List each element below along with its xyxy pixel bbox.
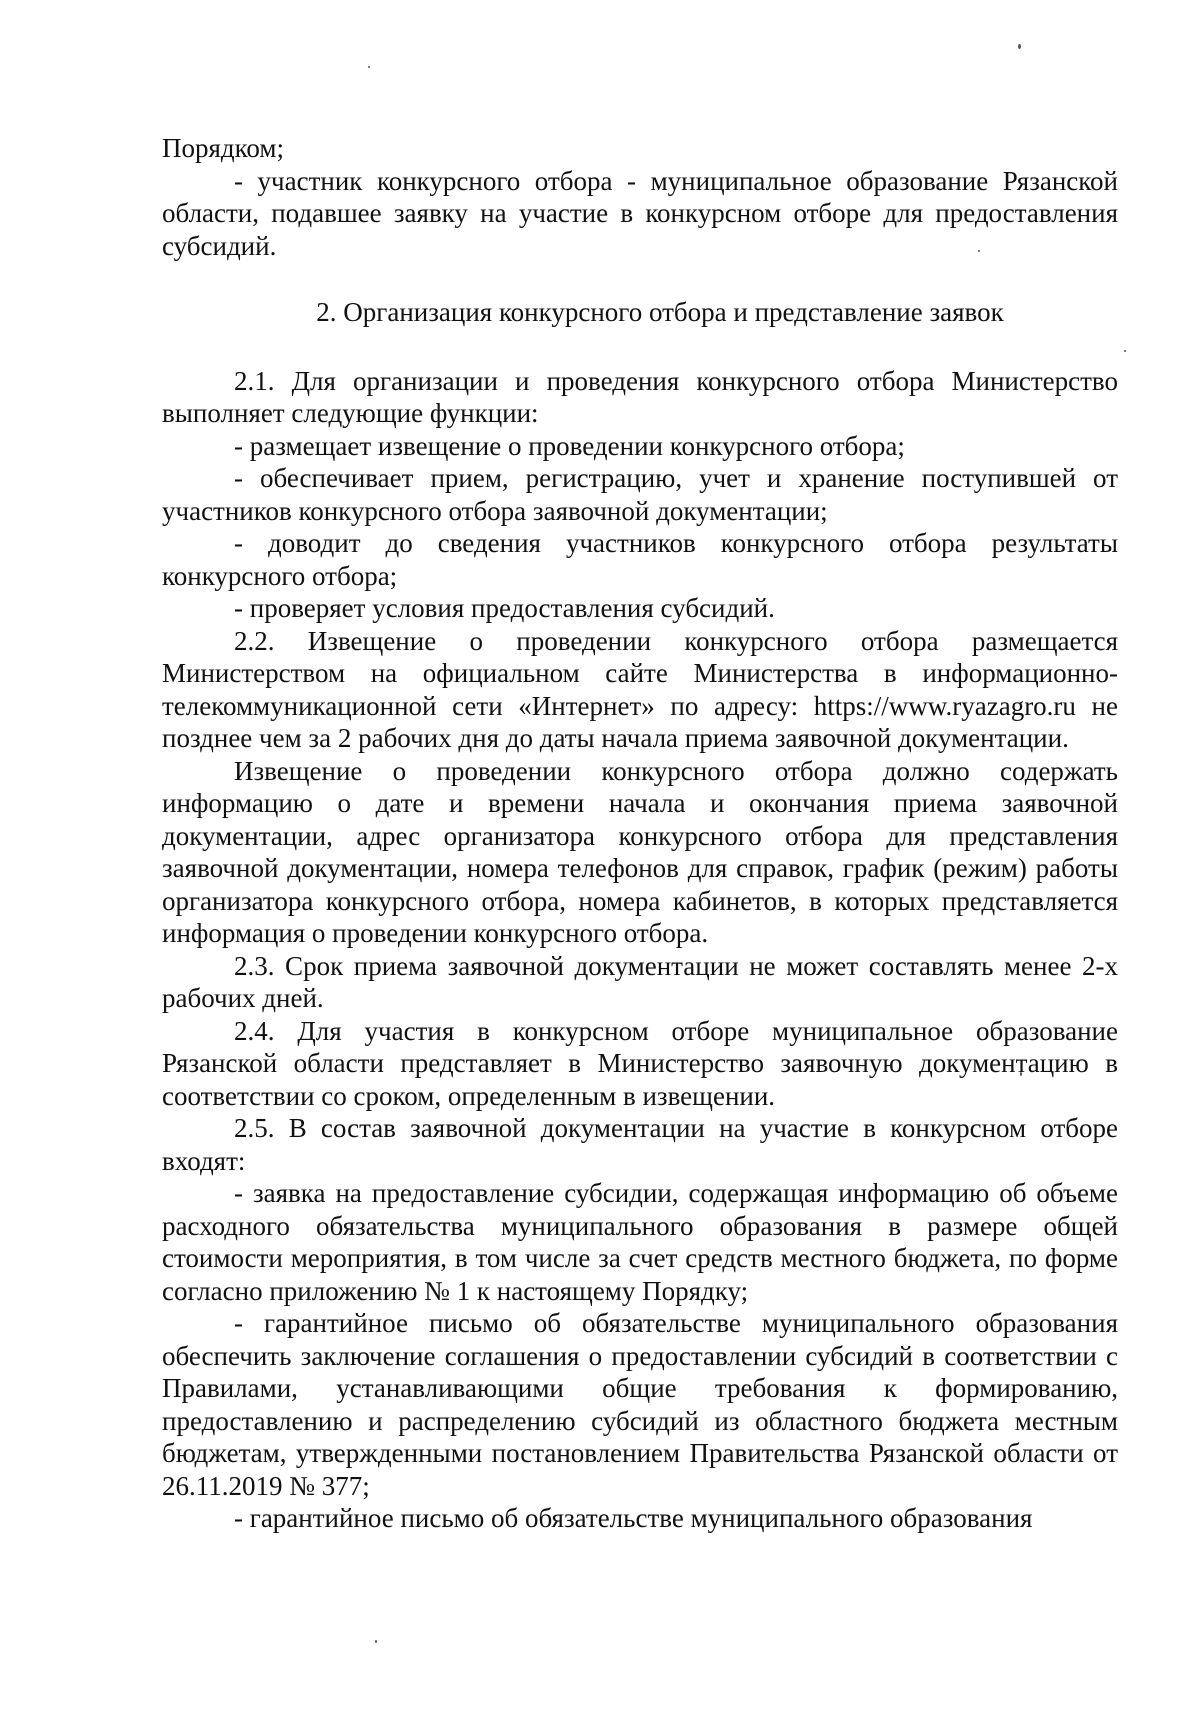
- clause-2-3: 2.3. Срок приема заявочной документации не может составлять менее 2-х рабочих дней.: [162, 950, 1118, 1013]
- function-item: - проверяет условия предоставления субсидий.: [234, 593, 775, 623]
- clause-2-4: 2.4. Для участия в конкурсном отборе муниципальное образование Рязанской области представляет в Министерство заявочную документацию в соответствии со сроком, определенным в извещении.: [162, 1015, 1118, 1111]
- notice-content-paragraph: Извещение о проведении конкурсного отбора должно содержать информацию о дате и времени начала и окончания приема заявочной документации, адрес организатора конкурсного отбора для представления заявочной документации, номера телефонов для справок, график (режим) работы организатора конкурсного отбора, номера кабинетов, в которых представляется информация о проведении конкурсного отбора.: [162, 755, 1118, 948]
- document-body: [162, 132, 1118, 1535]
- documentation-item: - гарантийное письмо об обязательстве муниципального образования обеспечить заключение соглашения о предоставлении субсидий в соответствии с Правилами, устанавливающими общие требования к формированию, предоставлению и распределению субсидий из областного бюджета местным бюджетам, утвержденными постановлением Правительства Рязанской области от 26.11.2019 № 377;: [162, 1308, 1118, 1501]
- function-item: - доводит до сведения участников конкурсного отбора результаты конкурсного отбора;: [162, 528, 1118, 591]
- documentation-item: - гарантийное письмо об обязательстве муниципального образования: [234, 1503, 1033, 1533]
- scan-speck: [368, 66, 370, 68]
- scan-speck: [1018, 44, 1021, 49]
- scan-speck: [1124, 350, 1126, 352]
- intro-line: Порядком;: [162, 133, 284, 163]
- clause-2-5: 2.5. В состав заявочной документации на участие в конкурсном отборе входят:: [162, 1113, 1118, 1176]
- section-title: 2. Организация конкурсного отбора и представление заявок: [316, 297, 1004, 327]
- function-item: - обеспечивает прием, регистрацию, учет и хранение поступившей от участников конкурсного отбора заявочной документации;: [162, 463, 1118, 526]
- documentation-item: - заявка на предоставление субсидии, содержащая информацию об объеме расходного обязательства муниципального образования в размере общей стоимости мероприятия, в том числе за счет средств местного бюджета, по форме согласно приложению № 1 к настоящему Порядку;: [162, 1178, 1118, 1306]
- function-item: - размещает извещение о проведении конкурсного отбора;: [234, 430, 905, 461]
- clause-2-1: 2.1. Для организации и проведения конкурсного отбора Министерство выполняет следующие функции:: [162, 365, 1118, 428]
- clause-2-2: 2.2. Извещение о проведении конкурсного отбора размещается Министерством на официальном сайте Министерства в информационно-телекоммуникационной сети «Интернет» по адресу: https://www.ryazagro.ru не позднее чем за 2 рабочих дня до даты начала приема заявочной документации.: [162, 625, 1118, 753]
- scan-speck: [375, 1640, 377, 1643]
- intro-definition: - участник конкурсного отбора - муниципальное образование Рязанской области, подавшее заявку на участие в конкурсном отборе для предоставления субсидий.: [162, 165, 1118, 261]
